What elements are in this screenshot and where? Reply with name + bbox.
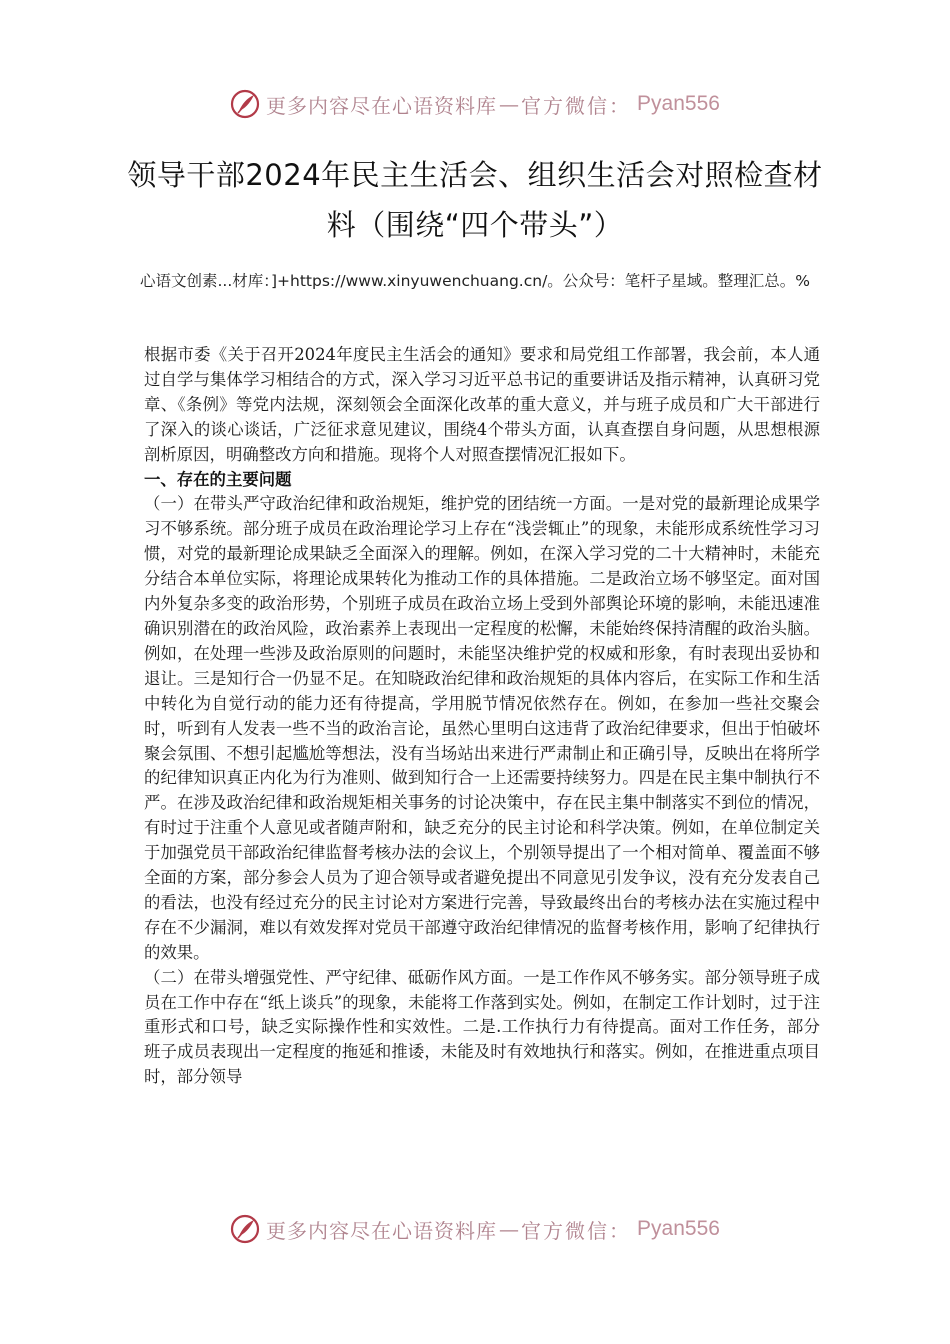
quill-logo-icon bbox=[230, 1214, 260, 1244]
document-subtitle: 心语文创素...材库：]+https://www.xinyuwenchuang.cn/。公众号：笔杆子星域。整理汇总。% bbox=[139, 272, 811, 290]
document-title: 领导干部2024年民主生活会、组织生活会对照检查材料（围绕“四个带头”） bbox=[127, 158, 823, 242]
banner-separator: — bbox=[499, 92, 520, 116]
banner-wechat-id: Pyan556 bbox=[637, 1217, 720, 1240]
quill-logo-icon bbox=[230, 89, 260, 119]
banner-text: 更多内容尽在心语资料库 bbox=[266, 1218, 498, 1243]
banner-wechat-label: 官方微信： bbox=[521, 93, 632, 118]
banner-wechat-id: Pyan556 bbox=[637, 92, 720, 115]
paragraph-2: （二）在带头增强党性、严守纪律、砥砺作风方面。一是工作作风不够务实。部分领导班子成员在工作中存在“纸上谈兵”的现象，未能将工作落到实处。例如，在制定工作计划时，过于注重形式和口号，缺乏实际操作性和实效性。二是.工作执行力有待提高。面对工作任务，部分班子成员表现出一定程度的拖延和推诿，未能及时有效地执行和落实。例如，在推进重点项目时，部分领导 bbox=[144, 967, 820, 1087]
header-banner[interactable] bbox=[0, 84, 950, 124]
document-body bbox=[144, 343, 820, 1090]
section-heading: 一、存在的主要问题 bbox=[144, 469, 292, 489]
banner-text: 更多内容尽在心语资料库 bbox=[266, 93, 498, 118]
banner-wechat-label: 官方微信： bbox=[521, 1218, 632, 1243]
footer-banner[interactable] bbox=[0, 1209, 950, 1249]
intro-paragraph: 根据市委《关于召开2024年度民主生活会的通知》要求和局党组工作部署，我会前，本人通过自学与集体学习相结合的方式，深入学习习近平总书记的重要讲话及指示精神，认真研习党章、《条例》等党内法规，深刻领会全面深化改革的重大意义，并与班子成员和广大干部进行了深入的谈心谈话，广泛征求意见建议，围绕4个带头方面，认真查摆自身问题，从思想根源剖析原因，明确整改方向和措施。现将个人对照查摆情况汇报如下。 bbox=[144, 345, 820, 464]
paragraph-1: （一）在带头严守政治纪律和政治规矩，维护党的团结统一方面。一是对党的最新理论成果学习不够系统。部分班子成员在政治理论学习上存在“浅尝辄止”的现象，未能形成系统性学习习惯，对党的最新理论成果缺乏全面深入的理解。例如，在深入学习党的二十大精神时，未能充分结合本单位实际，将理论成果转化为推动工作的具体措施。二是政治立场不够坚定。面对国内外复杂多变的政治形势，个别班子成员在政治立场上受到外部舆论环境的影响，未能迅速准确识别潜在的政治风险，政治素养上表现出一定程度的松懈，未能始终保持清醒的政治头脑。例如，在处理一些涉及政治原则的问题时，未能坚决维护党的权威和形象，有时表现出妥协和退让。三是知行合一仍显不足。在知晓政治纪律和政治规矩的具体内容后，在实际工作和生活中转化为自觉行动的能力还有待提高，学用脱节情况依然存在。例如，在参加一些社交聚会时，听到有人发表一些不当的政治言论，虽然心里明白这违背了政治纪律要求，但出于怕破坏聚会氛围、不想引起尴尬等想法，没有当场站出来进行严肃制止和正确引导，反映出在将所学的纪律知识真正内化为行为准则、做到知行合一上还需要持续努力。四是在民主集中制执行不严。在涉及政治纪律和政治规矩相关事务的讨论决策中，存在民主集中制落实不到位的情况，有时过于注重个人意见或者随声附和，缺乏充分的民主讨论和科学决策。例如，在单位制定关于加强党员干部政治纪律监督考核办法的会议上，个别领导提出了一个相对简单、覆盖面不够全面的方案，部分参会人员为了迎合领导或者避免提出不同意见引发争议，没有充分发表自己的看法，也没有经过充分的民主讨论对方案进行完善，导致最终出台的考核办法在实施过程中存在不少漏洞，难以有效发挥对党员干部遵守政治纪律情况的监督考核作用，影响了纪律执行的效果。 bbox=[144, 494, 820, 962]
banner-separator: — bbox=[499, 1217, 520, 1241]
